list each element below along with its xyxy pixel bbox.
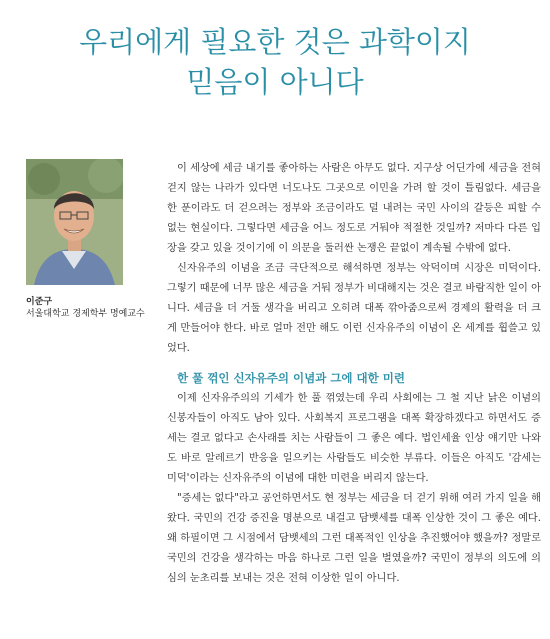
author-portrait-image (26, 159, 123, 285)
author-affiliation: 서울대학교 경제학부 명예교수 (26, 309, 145, 319)
article-title (0, 22, 550, 102)
title-line-2: 믿음이 아니다 (186, 65, 364, 99)
body-paragraph: 이 세상에 세금 내기를 좋아하는 사람은 아무도 없다. 지구상 어딘가에 세금을 전혀 걷지 않는 나라가 있다면 너도나도 그곳으로 이민을 가려 할 것이 틀림없다. 세금을 한 푼이라도 더 걷으려는 정부와 조금이라도 덜 내려는 국민 사이의 갈등은 피할 수 없는 현실이다. 그렇다면 세금을 어느 정도로 거둬야 적절한 것일까? 저마다 다른 입장을 갖고 있을 것이기에 이 의문을 둘러싼 논쟁은 끝없이 계속될 수밖에 없다. (167, 163, 541, 254)
article-body (167, 159, 541, 589)
title-line-1: 우리에게 필요한 것은 과학이지 (79, 25, 471, 59)
body-paragraph: 신자유주의 이념을 조금 극단적으로 해석하면 정부는 악덕이며 시장은 미덕이다. 그렇기 때문에 너무 많은 세금을 거둬 정부가 비대해지는 것은 결코 바람직한 일이 아니다. 세금을 더 거둘 생각을 버리고 오히려 대폭 깎아줌으로써 경제의 활력을 더 크게 만들어야 한다. 바로 얼마 전만 해도 이런 신자유주의 이념이 온 세계를 휩쓸고 있었다. (167, 263, 541, 354)
author-name: 이준구 (26, 297, 53, 307)
body-paragraph: "증세는 없다"라고 공언하면서도 현 정부는 세금을 더 걷기 위해 여러 가지 일을 해왔다. 국민의 건강 증진을 명분으로 내걸고 담뱃세를 대폭 인상한 것이 그 좋은 예다. 왜 하필이면 그 시점에서 담뱃세의 그런 대폭적인 인상을 추진했어야 했을까? 정말로 국민의 건강을 생각하는 마음 하나로 그런 일을 벌였을까? 국민이 정부의 의도에 의심의 눈초리를 보내는 것은 전혀 이상한 일이 아니다. (167, 493, 541, 584)
author-photo (26, 159, 123, 285)
section-heading: 한 풀 꺾인 신자유주의 이념과 그에 대한 미련 (177, 371, 405, 385)
body-paragraph: 이제 신자유주의의 기세가 한 풀 꺾였는데 우리 사회에는 그 철 지난 낡은 이념의 신봉자들이 아직도 남아 있다. 사회복지 프로그램을 대폭 확장하겠다고 하면서도 증세는 결코 없다고 손사래를 치는 사람들이 그 좋은 예다. 법인세율 인상 얘기만 나와도 바로 알레르기 반응을 일으키는 사람들도 비슷한 부류다. 이들은 아직도 '감세는 미덕'이라는 신자유주의 이념에 대한 미련을 버리지 않는다. (167, 393, 541, 484)
